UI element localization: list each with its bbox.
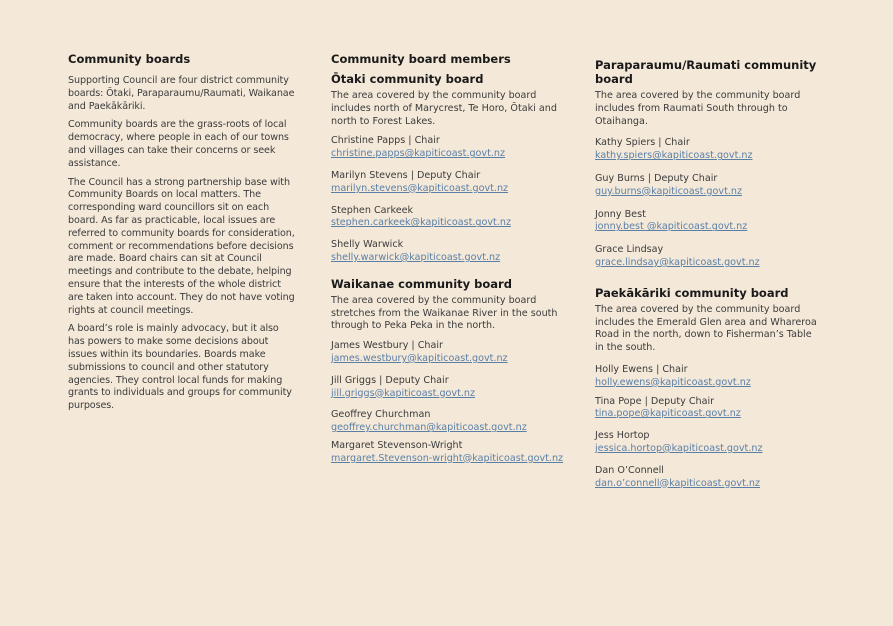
member-entry (595, 244, 820, 270)
otaki-board-title: Ōtaki community board (331, 72, 484, 86)
member-entry (331, 375, 566, 401)
member-name: Holly Ewens | Chair (595, 363, 688, 375)
waikanae-board-title: Waikanae community board (331, 276, 512, 291)
paraparaumu-board-section (595, 58, 820, 270)
member-entry (331, 135, 566, 161)
member-entry (331, 170, 566, 196)
member-name: Marilyn Stevens | Deputy Chair (331, 169, 481, 181)
community-boards-intro (68, 52, 298, 419)
intro-paragraph: Community boards are the grass-roots of local democracy, where people in each of our towns and villages can take their concerns or seek assistance. (68, 119, 289, 169)
member-name: Margaret Stevenson-Wright (331, 439, 463, 451)
paekakariki-board-section (595, 286, 820, 491)
member-email-link[interactable]: kathy.spiers@kapiticoast.govt.nz (595, 150, 753, 162)
member-email-link[interactable]: tina.pope@kapiticoast.govt.nz (595, 408, 741, 420)
member-email-link[interactable]: guy.burns@kapiticoast.govt.nz (595, 185, 742, 197)
member-name: Shelly Warwick (331, 239, 404, 251)
member-name: Geoffrey Churchman (331, 409, 431, 421)
member-email-link[interactable]: geoffrey.churchman@kapiticoast.govt.nz (331, 422, 527, 434)
member-email-link[interactable]: jonny.best @kapiticoast.govt.nz (595, 221, 748, 233)
waikanae-board-description: The area covered by the community board stretches from the Waikanae River in the south through to Peka Peka in the north. (331, 294, 558, 332)
member-email-link[interactable]: dan.o’connell@kapiticoast.govt.nz (595, 477, 760, 489)
member-entry (331, 409, 566, 435)
member-entry (331, 205, 566, 231)
member-entry (331, 440, 566, 466)
waikanae-board-section (331, 277, 566, 466)
intro-paragraph: The Council has a strong partnership base with Community Boards on local matters. The corresponding ward councillors sit on each board. As far as practicable, local issues are referred to community boards for consideration, comment or recommendations before decisions are made. Board chairs can sit at Council meetings and contribute to the debate, helping ensure that the interests of the whole district are taken into account. They do not have voting rights at council meetings. (68, 176, 295, 316)
member-name: Jonny Best (595, 208, 646, 220)
member-name: Tina Pope | Deputy Chair (595, 395, 715, 407)
member-name: Kathy Spiers | Chair (595, 137, 690, 149)
member-entry (595, 364, 820, 390)
community-boards-heading: Community boards (68, 52, 191, 66)
intro-paragraph: A board’s role is mainly advocacy, but it also has powers to make some decisions about issues within its boundaries. Boards make submissions to council and other statutory agencies. They control local funds for making grants to individuals and groups for community purposes. (68, 323, 292, 412)
member-email-link[interactable]: marilyn.stevens@kapiticoast.govt.nz (331, 182, 509, 194)
member-email-link[interactable]: grace.lindsay@kapiticoast.govt.nz (595, 256, 760, 268)
member-email-link[interactable]: shelly.warwick@kapiticoast.govt.nz (331, 251, 501, 263)
member-entry (331, 340, 566, 366)
paraparaumu-board-description: The area covered by the community board includes from Raumati South through to Otaihanga. (595, 90, 801, 127)
member-name: Jess Hortop (595, 430, 650, 442)
member-email-link[interactable]: margaret.Stevenson-wright@kapiticoast.govt.nz (331, 452, 564, 464)
board-members-column-2 (595, 58, 820, 499)
member-entry (595, 465, 820, 491)
member-entry (331, 239, 566, 265)
member-entry (595, 209, 820, 235)
otaki-board-description: The area covered by the community board includes north of Marycrest, Te Horo, Ōtaki and north to Forest Lakes. (331, 90, 557, 127)
board-members-heading: Community board members (331, 52, 511, 66)
otaki-board-section (331, 72, 566, 265)
member-entry (595, 396, 820, 422)
member-entry (595, 430, 820, 456)
member-email-link[interactable]: jessica.hortop@kapiticoast.govt.nz (595, 442, 763, 454)
paekakariki-board-title: Paekākāriki community board (595, 285, 789, 300)
member-name: Dan O’Connell (595, 464, 664, 476)
member-entry (595, 173, 820, 199)
member-name: Stephen Carkeek (331, 204, 414, 216)
member-entry (595, 137, 820, 163)
member-name: Jill Griggs | Deputy Chair (331, 374, 449, 386)
member-name: Grace Lindsay (595, 244, 664, 256)
member-email-link[interactable]: christine.papps@kapiticoast.govt.nz (331, 148, 506, 160)
member-email-link[interactable]: jill.griggs@kapiticoast.govt.nz (331, 387, 476, 399)
member-email-link[interactable]: stephen.carkeek@kapiticoast.govt.nz (331, 217, 511, 229)
paekakariki-board-description: The area covered by the community board includes the Emerald Glen area and Whareroa Road in the north, down to Fisherman’s Table in the south. (595, 303, 817, 354)
member-name: Christine Papps | Chair (331, 135, 440, 147)
board-members-column (331, 52, 566, 475)
member-email-link[interactable]: james.westbury@kapiticoast.govt.nz (331, 352, 508, 364)
member-name: Guy Burns | Deputy Chair (595, 172, 718, 184)
intro-paragraph: Supporting Council are four district community boards: Ōtaki, Paraparaumu/Raumati, Waikanae and Paekākāriki. (68, 75, 295, 112)
member-name: James Westbury | Chair (331, 340, 443, 352)
member-email-link[interactable]: holly.ewens@kapiticoast.govt.nz (595, 376, 751, 388)
paraparaumu-board-title: Paraparaumu/Raumati community board (595, 58, 817, 86)
